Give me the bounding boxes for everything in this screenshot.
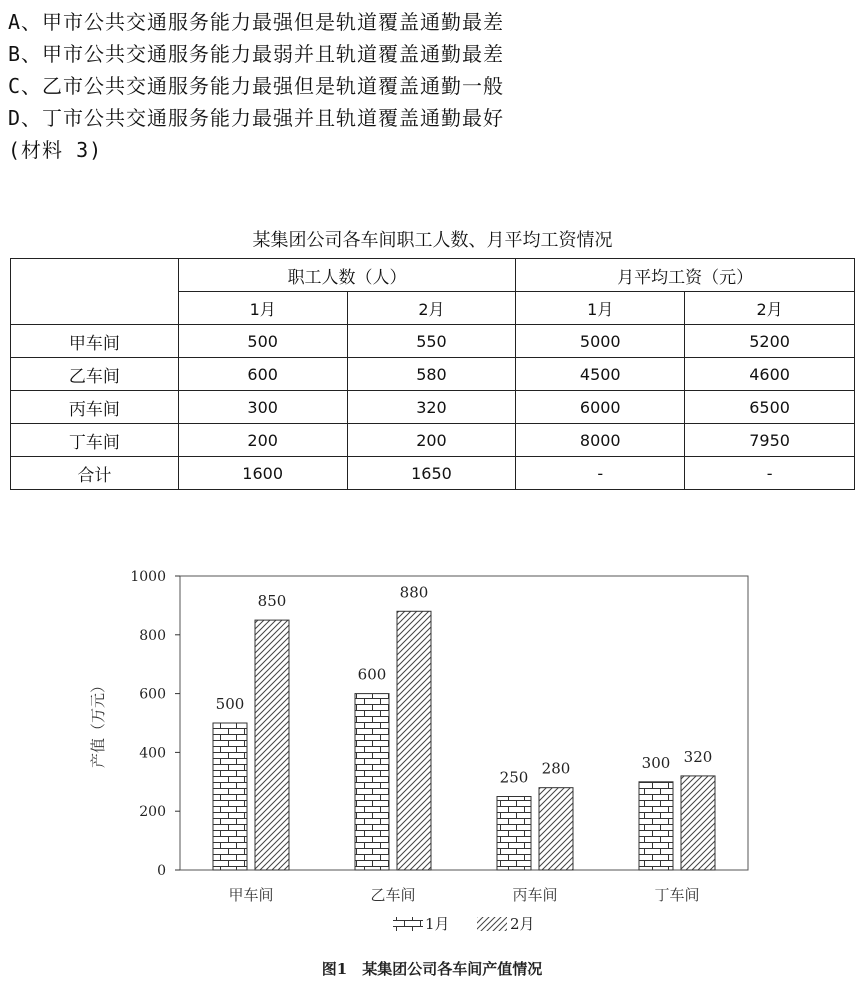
- bar-feb: [539, 788, 573, 870]
- table-corner-cell: [11, 259, 179, 325]
- table-cell: 580: [347, 358, 516, 391]
- bar-feb: [255, 620, 289, 870]
- workshop-table: [10, 258, 855, 490]
- data-label: 250: [499, 768, 529, 787]
- table-cell: 8000: [516, 424, 685, 457]
- header-avg-wage: 月平均工资（元）: [516, 259, 855, 292]
- y-tick-label: 0: [157, 863, 166, 879]
- x-tick-label: 丁车间: [654, 886, 700, 904]
- table-cell: 300: [178, 391, 347, 424]
- table-cell: 7950: [685, 424, 855, 457]
- data-label: 880: [399, 583, 429, 602]
- x-tick-label: 丙车间: [512, 886, 558, 904]
- row-label: 乙车间: [11, 358, 179, 391]
- table-cell: 5200: [685, 325, 855, 358]
- subheader-cell: 1月: [516, 292, 685, 325]
- table-cell: 6500: [685, 391, 855, 424]
- data-label: 300: [641, 753, 671, 772]
- table-header-row-1: [11, 259, 855, 292]
- data-label: 280: [541, 759, 571, 778]
- table-cell: 550: [347, 325, 516, 358]
- bar-jan: [213, 723, 247, 870]
- table-cell: -: [516, 457, 685, 490]
- option-a: A、甲市公共交通服务能力最强但是轨道覆盖通勤最差: [8, 10, 505, 34]
- bar-feb: [681, 776, 715, 870]
- chart-caption: 图1 某集团公司各车间产值情况: [321, 960, 543, 978]
- row-label: 丁车间: [11, 424, 179, 457]
- data-label: 600: [357, 665, 387, 684]
- y-tick-label: 1000: [130, 569, 166, 585]
- row-label: 合计: [11, 457, 179, 490]
- option-c: C、乙市公共交通服务能力最强但是轨道覆盖通勤一般: [8, 74, 505, 98]
- y-tick-label: 800: [139, 627, 166, 644]
- legend-label-jan: 1月: [425, 915, 450, 933]
- table-cell: 320: [347, 391, 516, 424]
- table-row: [11, 424, 855, 457]
- table-cell: 4500: [516, 358, 685, 391]
- y-tick-label: 200: [139, 804, 166, 821]
- table-cell: 5000: [516, 325, 685, 358]
- bar-chart-svg: [0, 548, 865, 988]
- row-label: 甲车间: [11, 325, 179, 358]
- bar-jan: [355, 694, 389, 870]
- subheader-cell: 2月: [685, 292, 855, 325]
- table-cell: 1650: [347, 457, 516, 490]
- legend-label-feb: 2月: [510, 915, 535, 933]
- y-axis-label: 产值（万元）: [89, 677, 107, 769]
- x-tick-label: 乙车间: [370, 886, 416, 904]
- y-tick-label: 600: [139, 686, 166, 703]
- output-value-chart: [0, 548, 865, 988]
- table-cell: 200: [178, 424, 347, 457]
- material-label: (材料 3): [8, 138, 103, 162]
- table-cell: 4600: [685, 358, 855, 391]
- subheader-cell: 1月: [178, 292, 347, 325]
- data-label: 500: [215, 695, 245, 713]
- bar-jan: [497, 797, 531, 871]
- table-row-total: [11, 457, 855, 490]
- answer-options: [8, 6, 504, 166]
- bar-feb: [397, 611, 431, 870]
- table-row: [11, 358, 855, 391]
- table-row: [11, 325, 855, 358]
- table-cell: 200: [347, 424, 516, 457]
- subheader-cell: 2月: [347, 292, 516, 325]
- option-b: B、甲市公共交通服务能力最弱并且轨道覆盖通勤最差: [8, 42, 505, 66]
- legend-swatch-jan: [393, 917, 423, 931]
- option-d: D、丁市公共交通服务能力最强并且轨道覆盖通勤最好: [8, 106, 505, 130]
- table-cell: 500: [178, 325, 347, 358]
- y-tick-label: 400: [139, 745, 166, 762]
- table-cell: 6000: [516, 391, 685, 424]
- row-label: 丙车间: [11, 391, 179, 424]
- header-employees: 职工人数（人）: [178, 259, 516, 292]
- bar-jan: [639, 782, 673, 870]
- table-cell: 1600: [178, 457, 347, 490]
- table-title: 某集团公司各车间职工人数、月平均工资情况: [252, 230, 613, 251]
- data-label: 320: [683, 747, 713, 766]
- data-label: 850: [257, 592, 287, 611]
- legend-swatch-feb: [477, 917, 507, 931]
- table-row: [11, 391, 855, 424]
- table-cell: 600: [178, 358, 347, 391]
- table-cell: -: [685, 457, 855, 490]
- x-tick-label: 甲车间: [228, 886, 274, 904]
